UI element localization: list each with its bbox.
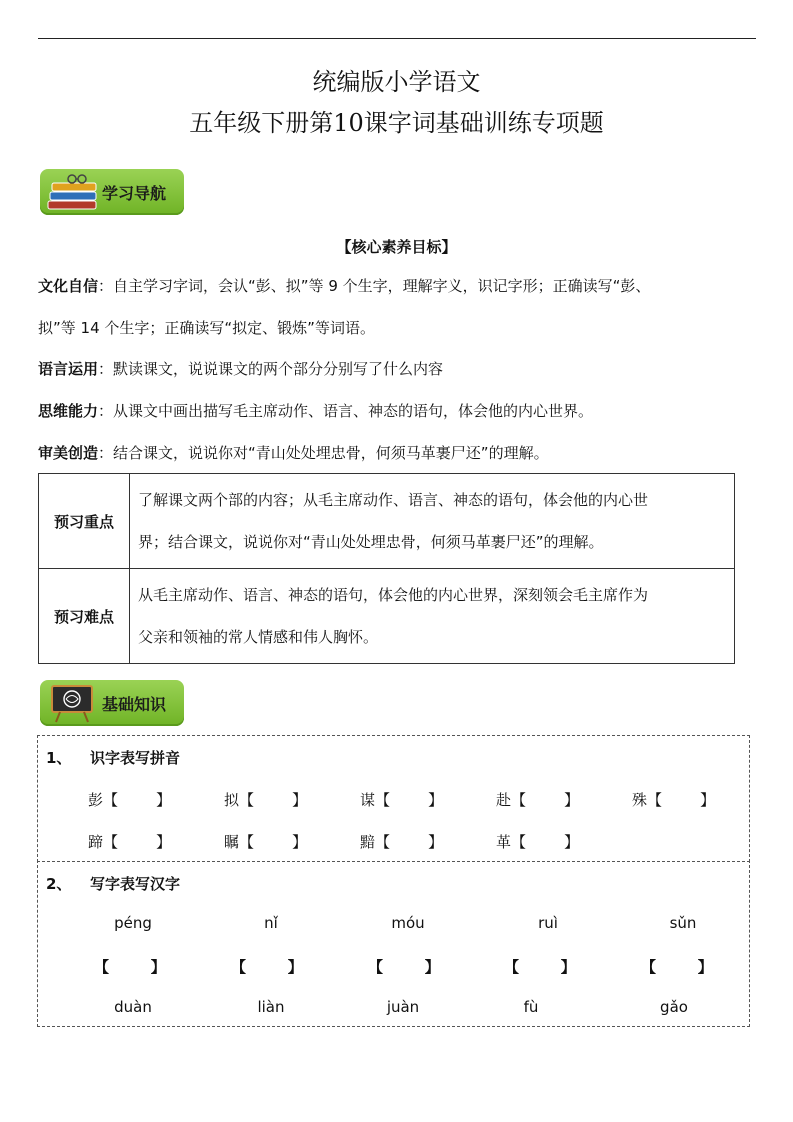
books-icon (46, 171, 102, 213)
core-text: 自主学习字词，会认“彭、拟”等 9 个生字，理解字义，识记字形；正确读写“彭、 (113, 277, 651, 295)
core-text-cont: 拟”等 14 个生字；正确读写“拟定、锻炼”等词语。 (38, 319, 375, 337)
pinyin-item: péng (114, 914, 152, 932)
core-text: 默读课文，说说课文的两个部分分别写了什么内容 (113, 360, 444, 378)
pinyin-item: fù (523, 998, 539, 1016)
q1-cell: 拟【 】 (224, 791, 308, 809)
core-key: 文化自信 (38, 277, 99, 295)
q1-cell: 蹄【 】 (88, 833, 172, 851)
study-nav-badge (40, 169, 184, 215)
basic-knowledge-label: 基础知识 (102, 695, 167, 714)
core-text: 从课文中画出描写毛主席动作、语言、神态的语句，体会他的内心世界。 (113, 402, 594, 420)
q1-cell: 彭【 】 (88, 791, 172, 809)
preview-table (38, 473, 735, 664)
pinyin-item: nǐ (264, 914, 278, 932)
blackboard-icon (46, 682, 98, 724)
core-text: 结合课文，说说你对“青山处处埋忠骨，何须马革裹尸还”的理解。 (113, 444, 549, 462)
table-row (39, 474, 735, 569)
pinyin-item: duàn (114, 998, 152, 1016)
q1-cell: 赴【 】 (496, 791, 580, 809)
basic-knowledge-badge (40, 680, 184, 726)
core-goals-heading: 【核心素养目标】 (336, 238, 457, 256)
q1-title: 1、 识字表写拼音 (46, 749, 181, 767)
preview-value: 了解课文两个部的内容；从毛主席动作、语言、神态的语句，体会他的内心世 界；结合课文，说说你对“青山处处埋忠骨，何须马革裹尸还”的理解。 (130, 474, 735, 569)
answer-blank[interactable]: 【 】 (504, 958, 576, 976)
q1-cell: 瞩【 】 (224, 833, 308, 851)
q1-cell: 革【 】 (496, 833, 580, 851)
answer-blank[interactable]: 【 】 (641, 958, 713, 976)
pinyin-item: liàn (257, 998, 285, 1016)
preview-key: 预习难点 (39, 569, 130, 664)
top-rule (38, 38, 756, 39)
core-key: 语言运用 (38, 360, 99, 378)
q1-cell: 谋【 】 (360, 791, 444, 809)
pinyin-item: sǔn (669, 914, 697, 932)
core-item-aesthetic: 审美创造：结合课文，说说你对“青山处处埋忠骨，何须马革裹尸还”的理解。 (38, 444, 549, 462)
core-item-language: 语言运用：默读课文，说说课文的两个部分分别写了什么内容 (38, 360, 444, 378)
pinyin-item: móu (391, 914, 425, 932)
q2-title: 2、 写字表写汉字 (46, 875, 181, 893)
pinyin-item: ruì (538, 914, 558, 932)
doc-title-line1: 统编版小学语文 (312, 68, 481, 96)
core-key: 审美创造 (38, 444, 99, 462)
answer-blank[interactable]: 【 】 (94, 958, 166, 976)
doc-title-line2: 五年级下册第10课字词基础训练专项题 (189, 109, 604, 137)
preview-value: 从毛主席动作、语言、神态的语句，体会他的内心世界，深刻领会毛主席作为 父亲和领袖的常人情感和伟人胸怀。 (130, 569, 735, 664)
q1-cell: 殊【 】 (632, 791, 716, 809)
answer-blank[interactable]: 【 】 (231, 958, 303, 976)
q1-cell: 黯【 】 (360, 833, 444, 851)
core-item-thinking: 思维能力：从课文中画出描写毛主席动作、语言、神态的语句，体会他的内心世界。 (38, 402, 594, 420)
preview-key: 预习重点 (39, 474, 130, 569)
study-nav-label: 学习导航 (102, 184, 167, 203)
answer-blank[interactable]: 【 】 (368, 958, 440, 976)
table-row (39, 569, 735, 664)
core-key: 思维能力 (38, 402, 99, 420)
pinyin-item: juàn (386, 998, 420, 1016)
core-item-culture: 文化自信：自主学习字词，会认“彭、拟”等 9 个生字，理解字义，识记字形；正确读写“彭、 拟”等 14 个生字；正确读写“拟定、锻炼”等词语。 (38, 277, 651, 337)
pinyin-item: gǎo (660, 998, 688, 1016)
